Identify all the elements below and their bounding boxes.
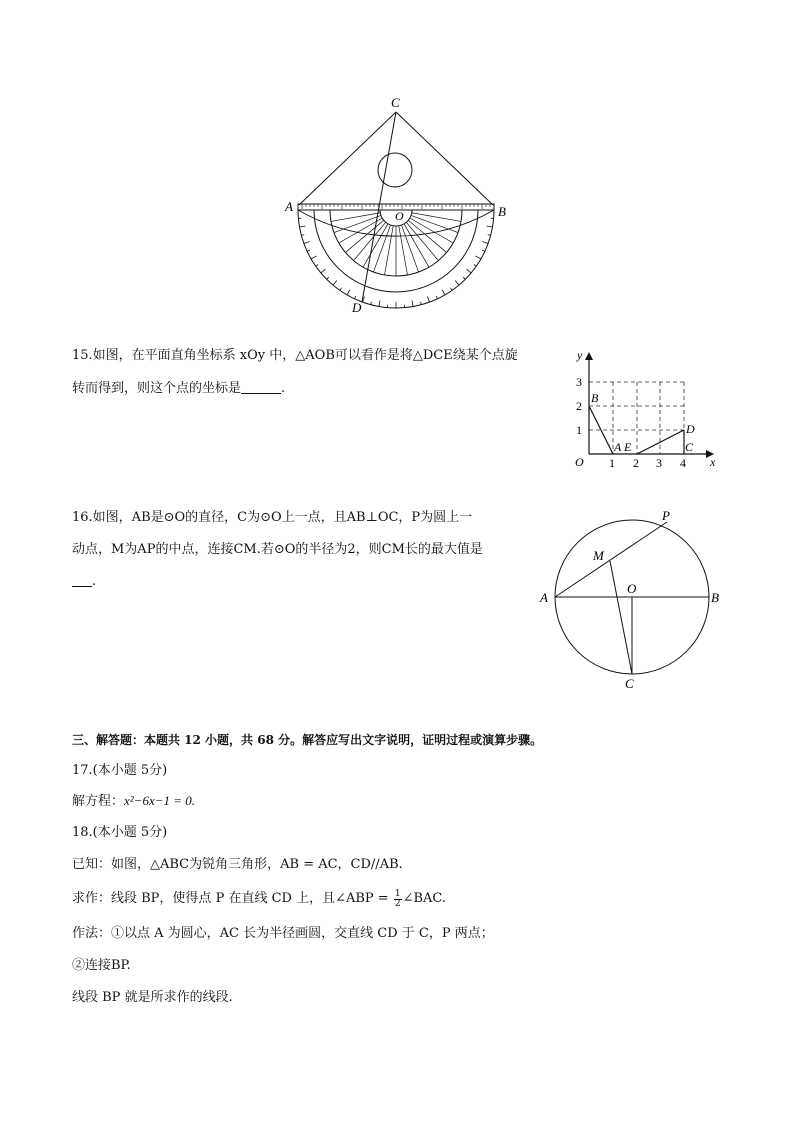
- point-C-label: C: [685, 440, 694, 454]
- label-D: D: [352, 300, 362, 315]
- q18-method2: ②连接BP.: [72, 958, 131, 973]
- protractor-outer-tick: [463, 277, 465, 279]
- x-tick-2: 2: [633, 456, 639, 470]
- protractor-outer-tick: [487, 226, 493, 227]
- q18-task: [72, 889, 446, 909]
- protractor-outer-tick: [304, 241, 310, 243]
- protractor-outer-tick: [299, 226, 305, 227]
- protractor-outer-tick: [455, 280, 459, 285]
- q18-task-end: ∠BAC.: [402, 891, 447, 906]
- q15-line2: [72, 379, 285, 399]
- protractor-outer-tick: [412, 301, 413, 307]
- q15-answer-blank[interactable]: [241, 379, 281, 394]
- q16-line2: 动点，M为AP的中点，连接CM.若⊙O的半径为2，则CM长的最大值是: [72, 542, 483, 557]
- point-D-label: D: [686, 422, 695, 436]
- protractor-radial-line: [412, 213, 461, 222]
- q15-line2-text: 转而得到，则这个点的坐标是: [72, 381, 242, 396]
- point-E-label: E: [624, 440, 632, 454]
- q16-line3-end: .: [92, 574, 97, 589]
- x-tick-1: 1: [609, 456, 615, 470]
- protractor-radial-line: [401, 225, 418, 272]
- x-tick-4: 4: [680, 456, 686, 470]
- label-M: M: [593, 548, 604, 563]
- protractor-outer-tick: [482, 241, 488, 243]
- protractor-outer-tick: [379, 301, 380, 307]
- point-B-label: B: [591, 391, 599, 405]
- q17-equation: [72, 791, 195, 812]
- protractor-radial-line: [385, 226, 394, 275]
- q18-task-text: 求作：线段 BP，使得点 P 在直线 CD 上，且∠ABP =: [72, 891, 389, 906]
- protractor-outer-tick: [476, 256, 481, 259]
- protractor-outer-tick: [321, 269, 326, 273]
- q18-given: 已知：如图，△ABC为锐角三角形，AB = AC，CD//AB.: [72, 857, 403, 872]
- q18-title: 18.(本小题 5分): [72, 825, 168, 840]
- y-tick-2: 2: [576, 399, 582, 413]
- axis-x-label: x: [710, 455, 716, 469]
- protractor-outer-tick: [340, 288, 342, 290]
- label-C: C: [391, 95, 400, 110]
- protractor-outer-tick: [474, 264, 476, 266]
- q16-line1: 16.如图，AB是⊙O的直径，C为⊙O上一点，且AB⊥OC，P为圆上一: [72, 510, 473, 525]
- protractor-radial-line: [373, 225, 390, 272]
- small-circle: [378, 153, 412, 187]
- q15-line1: 15.如图，在平面直角坐标系 xOy 中，△AOB可以看作是将△DCE绕某个点旋: [72, 348, 518, 363]
- coordinate-grid-figure: [566, 344, 726, 474]
- label-O: O: [627, 581, 637, 596]
- protractor-outer-tick: [311, 256, 316, 259]
- q17-title: 17.(本小题 5分): [72, 763, 168, 778]
- protractor-radial-line: [404, 224, 429, 267]
- protractor-radial-line: [399, 226, 408, 275]
- label-P: P: [662, 508, 670, 523]
- q18-frac-den: 2: [394, 899, 401, 909]
- protractor-radial-line: [334, 215, 381, 232]
- segment-BC: [396, 112, 493, 205]
- protractor-outer-tick: [442, 290, 445, 295]
- origin-label: O: [575, 455, 584, 469]
- protractor-outer-tick: [427, 296, 429, 302]
- q18-fraction: [394, 890, 402, 909]
- protractor-outer-tick: [482, 250, 485, 251]
- q18-conclusion: 线段 BP 就是所求作的线段.: [72, 990, 233, 1005]
- protractor-outer-tick: [316, 264, 318, 266]
- y-tick-1: 1: [576, 423, 582, 437]
- y-tick-3: 3: [576, 375, 582, 389]
- protractor-outer-tick: [301, 235, 304, 236]
- axis-y-label: y: [577, 348, 583, 362]
- label-A: A: [540, 590, 548, 605]
- label-B: B: [711, 590, 719, 605]
- q17-equation-label: 解方程：: [72, 794, 125, 809]
- protractor-outer-tick: [333, 280, 337, 285]
- protractor-figure: [280, 90, 520, 320]
- protractor-outer-tick: [347, 290, 350, 295]
- protractor-radial-line: [331, 213, 380, 222]
- label-B: B: [498, 204, 506, 219]
- segment-AP: [555, 522, 667, 597]
- protractor-outer-tick: [421, 302, 422, 305]
- protractor-outer-tick: [307, 250, 310, 251]
- q15-line2-end: .: [281, 381, 286, 396]
- protractor-radial-line: [339, 218, 382, 243]
- q16-line3: [72, 572, 96, 592]
- protractor-outer-tick: [450, 288, 452, 290]
- x-tick-3: 3: [656, 456, 662, 470]
- q18-frac-num: 1: [394, 889, 401, 899]
- q17-equation-text: x²−6x−1 = 0.: [124, 793, 196, 808]
- protractor-radial-line: [363, 224, 388, 267]
- point-A-label: A: [614, 440, 622, 454]
- segment-CM: [610, 561, 632, 674]
- protractor-radial-line: [410, 218, 453, 243]
- protractor-radial-line: [411, 215, 458, 232]
- q16-answer-blank[interactable]: [72, 574, 92, 587]
- q18-method1: 作法：①以点 A 为圆心，AC 长为半径画圆，交直线 CD 于 C，P 两点；: [72, 926, 494, 941]
- label-A: A: [285, 199, 293, 214]
- label-C: C: [625, 676, 634, 691]
- circle-figure: [534, 508, 734, 693]
- protractor-outer-tick: [355, 296, 356, 299]
- protractor-outer-tick: [371, 302, 372, 305]
- label-O: O: [395, 209, 404, 223]
- section3-heading: 三、解答题：本题共 12 小题，共 68 分。解答应写出文字说明，证明过程或演算步骤。: [72, 733, 543, 747]
- protractor-outer-tick: [327, 277, 329, 279]
- protractor-outer-tick: [488, 235, 491, 236]
- protractor-outer-tick: [436, 296, 437, 299]
- protractor-outer-tick: [466, 269, 471, 273]
